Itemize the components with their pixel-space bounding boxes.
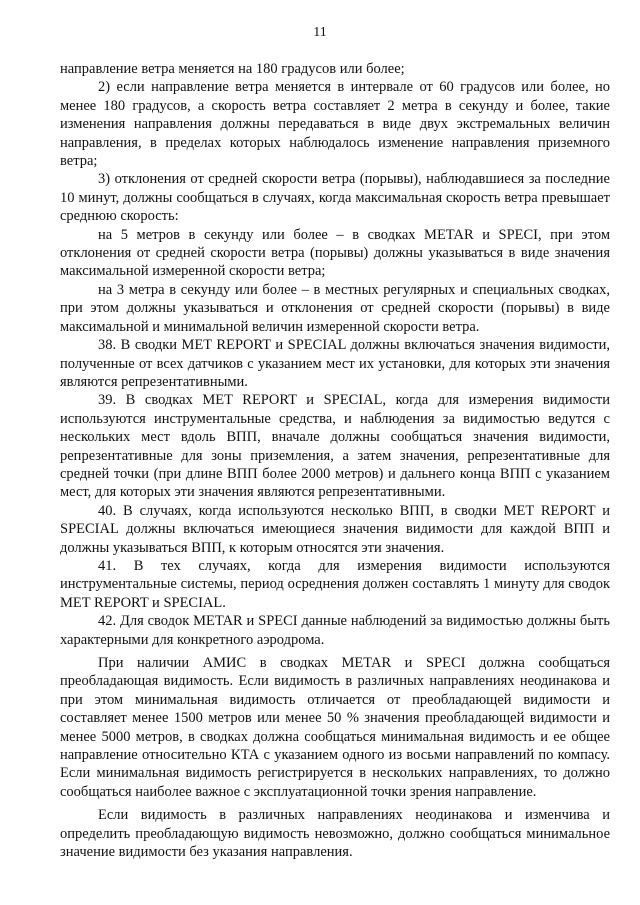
paragraph-amis: При наличии АМИС в сводках METAR и SPECI должна сообщаться преобладающая видимость. Если видимость в различных направлениях неодинакова и при этом минимальная видимость отличается от преобладающей видимости и составляет менее 1500 метров или менее 50 % значения преобладающей видимости и менее 5000 метров, в сводках должна сообщаться минимальная видимость и ее общее направление относительно КТА с указанием одного из восьми направлений по компасу. Если минимальная видимость регистрируется в нескольких направлениях, то должно сообщаться наиболее важное с эксплуатационной точки зрения направление.	[60, 655, 610, 800]
paragraph-38: 38. В сводки MET REPORT и SPECIAL должны включаться значения видимости, полученные от всех датчиков с указанием мест их установки, для которых эти значения являются репрезентативными.	[60, 337, 610, 390]
document-body	[60, 60, 610, 861]
paragraph-metar-speci: на 5 метров в секунду или более – в сводках METAR и SPECI, при этом отклонения от средней скорости ветра (порывы) должны указываться в виде значения максимальной измеренной скорости ветра;	[60, 226, 610, 280]
paragraph-41: 41. В тех случаях, когда для измерения видимости используются инструментальные системы, период осреднения должен составлять 1 минуту для сводок MET REPORT и SPECIAL.	[60, 557, 610, 611]
paragraph-item-3: 3) отклонения от средней скорости ветра (порывы), наблюдавшиеся за последние 10 минут, должны сообщаться в случаях, когда максимальная скорость ветра превышает среднюю скорость:	[60, 171, 610, 225]
paragraph-42: 42. Для сводок METAR и SPECI данные наблюдений за видимостью должны быть характерными для конкретного аэродрома.	[60, 613, 610, 648]
paragraph-40: 40. В случаях, когда используются несколько ВПП, в сводки MET REPORT и SPECIAL должны включаться имеющиеся значения видимости для каждой ВПП и должны указываться ВПП, к которым относятся эти значения.	[60, 502, 610, 556]
paragraph-variable-visibility: Если видимость в различных направлениях неодинакова и изменчива и определить преобладающую видимость невозможно, должно сообщаться минимальное значение видимости без указания направления.	[60, 807, 610, 861]
paragraph-39: 39. В сводках MET REPORT и SPECIAL, когда для измерения видимости используются инструментальные средства, и наблюдения за видимостью ведутся с нескольких мест вдоль ВПП, вначале должны сообщаться значения видимости, репрезентативные для зоны приземления, а затем значения, репрезентативные для средней точки (при длине ВПП более 2000 метров) и дальнего конца ВПП с указанием мест, для которых эти значения являются репрезентативными.	[60, 392, 610, 501]
paragraph-local-reports: на 3 метра в секунду или более – в местных регулярных и специальных сводках, при этом должны указываться и отклонения от средней скорости (порывы) в виде максимальной и минимальной величин измеренной скорости ветра.	[60, 281, 610, 335]
paragraph-item-2: 2) если направление ветра меняется в интервале от 60 градусов или более, но менее 180 градусов, а скорость ветра составляет 2 метра в секунду и более, такие изменения направления должны передаваться в виде двух экстремальных величин направления, в пределах которых наблюдалось изменение направления приземного ветра;	[60, 79, 610, 170]
paragraph-continuation: направление ветра меняется на 180 градусов или более;	[60, 61, 405, 77]
page-number: 11	[313, 25, 327, 40]
